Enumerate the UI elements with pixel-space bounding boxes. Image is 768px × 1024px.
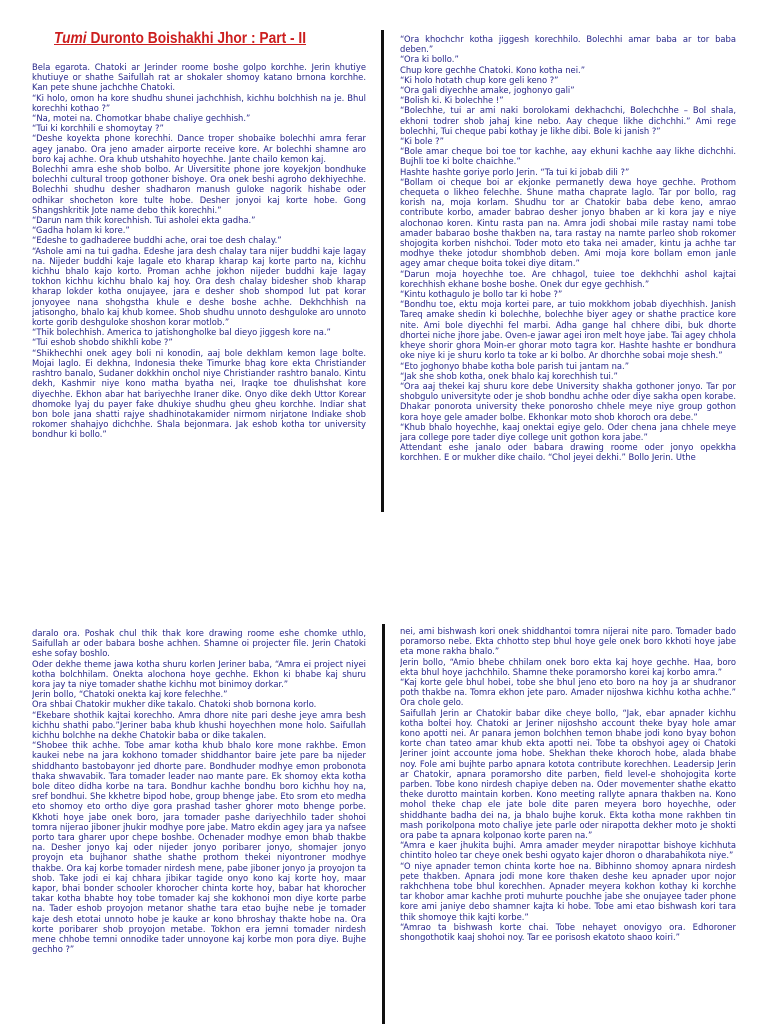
paragraph: “Ora gali diyechhe amake, joghonyo gali” [400,85,575,96]
paragraph: “Ora aaj thekei kaj shuru kore debe University shakha gothoner jonyo. Tar por shobgulo universityte oder je shob bondhu achhe oder diye sakha open korabe. Dhakar ponorota university theke ponorosho chhele meye niye group gothon kora hoye gele amader bolbe. Ekhonkar moto shob khoroch ora debe.” [400,380,736,422]
paragraph: “Thik bolechhish. America to jatishongholke bal dieyo jiggesh kore na.” [32,327,331,338]
column-divider [382,620,385,1024]
paragraph: “Jak she shob kotha, onek bhalo kaj korechhish tui.” [400,370,618,381]
paragraph: “Ora khochchr kotha jiggesh korechhilo. Bolechhi amar baba ar tor baba deben.” [400,34,736,55]
paragraph: Hashte hashte goriye porlo Jerin. “Ta tui ki jobab dili ?” [400,166,630,177]
document-title [54,30,306,48]
paragraph: “Darun moja hoyechhe toe. Are chhagol, tuiee toe dekhchhi ashol kajtai korechhish ekhane boshe boshe. Onek dur egye gechhish.” [400,268,736,289]
paragraph: “Bole amar cheque boi toe tor kachhe, aay ekhuni kachhe aay likhe dichchhi. Bujhli toe ki bolte chaichhe.” [400,146,736,167]
paragraph: daralo ora. Poshak chul thik thak kore drawing roome eshe chomke uthlo, Saifullah ar oder babara boshe achhen. Shamne oi projecter file. Jerin Chatoki eshe sofay boshlo. [32,628,366,659]
paragraph: Chup kore gechhe Chatoki. Kono kotha nei.” [400,64,586,75]
paragraph: “Tui ki korchhili e shomoytay ?” [32,123,164,134]
title-text: Duronto Boishakhi Jhor : Part - II [86,30,307,47]
paragraph: Bela egarota. Chatoki ar Jerinder roome boshe golpo korchhe. Jerin khutiye khutiuye or shathe Saifullah rat ar shokaler shomoy katano brnona korchhe. Kan pete shune jachchhe Chatoki. [32,62,366,93]
paragraph: nei, ami bishwash kori onek shiddhantoi tomra nijerai nite paro. Tomader bado poramorso nebe. Ekta chhotto step bhul hoye gele onek boro kkhoti hoye jabe eta mone rakha bhalo.” [400,626,736,657]
paragraph: Jerin bollo, “Chatoki onekta kaj kore felechhe.” [32,689,228,700]
paragraph: “Gadha holam ki kore.” [32,225,130,236]
paragraph: “Ekebare shothik kajtai korechho. Amra dhore nite pari deshe jeye amra besh kichhu shathi pabo.”Jeriner baba khub khushi hoyechhen mone holo. Saifullah kichhu bolchhe na dekhe Chatokir baba or dike takalen. [32,709,366,741]
title-italic-word: Tumi [54,30,87,47]
paragraph: “Khub bhalo hoyechhe, kaaj onektai egiye gelo. Oder chena jana chhele meye jara college pore tader diye college unit gothon kora jabe.” [400,421,736,442]
paragraph: “Na, motei na. Chomotkar bhabe chaliye gechhish.” [32,113,251,124]
column-divider [381,30,384,512]
paragraph: Saifullah Jerin ar Chatokir babar dike cheye bollo, “Jak, ebar apnader kichhu kotha boltei hoy. Chatoki ar Jeriner nijoshsho account theke byay hole amar kono apotti nei. Ar panara jemon bolchhen temon bhabe jodi kono byay bohon korte chan tateo amar khub ekta apotti nei. Tobe ta obshyoi agey oi Chatoki Jeriner joint accounte joma hobe. Shekhan theke khoroch hobe, alada bhabe noy. Fole ami bujhte parbo apnara kotota contribute korechhen. Leadersip Jerin ar Chatokir, apnara poramorsho dite parben, field level-e shohojogita korte parben. Tobe kono nirdesh chapiye deben na. Oder movementer shathe ekatto theke durotto maintain korben. Kono meeting rallyte apnara thakben na. Kono mohol theke chap ele jate bole dite paren meyera boro hoyechhe, oder shiddhante badha dei na, ja bhalo bujhe koruk. Ekta kotha mone rakhben tin mash porikolpona moto chaliye jete parle oder nirapotta dekher moto je shokti ora pabe ta apnara kolponao korte paren na.” [400,707,736,841]
paragraph: “Bolish ki. Ki bolechhe !” [400,95,504,106]
lower-right-column [400,626,736,1024]
paragraph: “Deshe koyekta phone korechhi. Dance troper shobaike bolechhi amra ferar agey janabo. Ora jeno amader airporte receive kore. Ar bolechhi shamne aro boro kaj achhe. Ora khub utshahito hoyechhe. Jante chailo kemon kaj. [32,133,366,164]
paragraph: “O niye apnader temon chinta korte hoe na. Bibhinno shomoy apnara nirdesh pete thakben. Apnara jodi mone kore thaken deshe keu apnader upor nojor rakhchhena tobe bhul korechhen. Apnader meyera kokhon kothay ki korchhe tar khobor amar kachhe proti muhurte pouchhe jabe she onujayee tader phone kore ami janiye debo shamner kajta ki hobe. Tobe ami etao bishwash kori tara thik shomoye thik kajti korbe.” [400,860,736,922]
paragraph: “Ki bole ?” [400,136,444,147]
upper-right-column [400,34,736,512]
paragraph: “Tui eshob shobdo shikhli kobe ?” [32,337,173,348]
paragraph: “Ora ki bollo.” [400,54,459,65]
paragraph: Jerin bollo, “Amio bhebe chhilam onek boro ekta kaj hoye gechhe. Haa, boro ekta bhul hoye jachchhilo. Shamne theke poramorsho korei kaj korbo amra.” [400,656,736,677]
paragraph: Bolechhi amra eshe shob bolbo. Ar Uiversitite phone jore koyekjon bondhuke bolechhi cultural troop gothoner bishoye. Ora onek beshi agroho dekhiyechhe. Bolechhi shudhu desher shadharon manush guloke nagorik hishabe oder odhikar shocheton kore tulte hobe. Desher jonyoi kaj korte hobe. Gong Shangshkritik Jote name debo thik korechhi.” [32,164,366,215]
paragraph: “Bondhu toe, ektu moja kortei pare, ar tuio mokkhom jobab diyechhish. Janish Tareq amake shedin ki bolechhe, bolechhe biyer agey or shathe practice kore nite. Ami bole diyechhi fel marbi. Adha gange hal chhere dibi, buk dhorte dhortei niche jhore jabe. Oven-e jawar agei iron melt hoye jabe. Tai agey chhola kheye shorir ghora Moin-er ghorar moto tagra kor. Hashte hashte er bondhura oke niye ki je shuru korlo ta toke ar ki bolbo. Ar dhorchhe sobai moje shesh.” [400,299,736,361]
paragraph: “Eto joghonyo bhabe kotha bole parish tui jantam na.” [400,360,630,371]
paragraph: Attendant eshe janalo oder babara drawing roome oder jonyo opekkha korchhen. E or mukher dike chailo. “Chol jeyei dekhi.” Bollo Jerin. Uthe [400,442,736,463]
paragraph: “Bolechhe, tui ar ami naki borolokami dekhachchi, Bolechchhe – Bol shala, ekhoni todrer shob jahaj kine nebo. Aay cheque likhe dichchhi.” Ami rege bolechhi, Tui cheque pabi kothay je likhe dibi. Bole ki janish ?” [400,105,736,136]
paragraph: “Darun nam thik korechhish. Tui asholei ekta gadha.” [32,215,256,226]
paragraph: “Shobee thik achhe. Tobe amar kotha khub bhalo kore mone rakhbe. Emon kaukei nebe na jara kokhono tomader shiddhantor baire jete pare ba nijeder shiddhanto bastobayonr jed dhorte pare. Bondhuder modhye emon probonota thaka shwavabik. Tara tomader leader nao mante pare. Ek shomoy ekta kotha bole diteo didha korbe na tara. Bondhur kachhe bondhu boro kichhu hoy na, sref bondhui. She kkhetre bipod hobe, group bhenge jabe. Eto srom eto medha eto shomoy eto ortho diye gora prashad tasher ghorer moto bhenge porbe. Kkhoti hoye jabe onek boro, jara tomader pashe dariyechhilo tader shohoi tomra nijerao jiboner jhukir modhye pore jabe. Matro ekdin agey jara ya nafsee porto tara gharer upor chepe boshbe. Ochenader modhye emon bhab thakbe na. Desher jonyo kaj oder nijeder jonyo poribarer jonyo, shomajer jonyo proyojn eta bujhanor shathe shathe prothom thekei niyontroner modhye thakbe. Ora kaj korbe tomader nirdesh mene, pabe jiboner jonyo ja proyojon ta shob. Take jodi ei kaj chhara jibikar tagide onyo kono kaj korte hoy, maar kapor, bhai bonder schooler khorocher chinta korte hoy, babar hat khorocher takar kotha bhabte hoy tobe tomader kaj she kokhonoi mon diye korte parbe na. Tader eshob proyojon metanor shathe tara etao bujhe nebe je tomader kaje desh etotai unnoto hobe je kauke ar kono bhroshay thakte hobe na. Ora korte poribarer shob proyojon metabe. Tokhon era jemni tomader nirdesh mene chhobe temni onnodike tader unnoyone kaj korbe mon pora diye. Bujhe gechho ?” [32,740,366,955]
paragraph: “Kintu kothagulo je bollo tar ki hobe ?” [400,289,563,300]
paragraph: Ora shbai Chatokir mukher dike takalo. Chatoki shob bornona korlo. [32,699,317,710]
upper-left-column [32,62,366,512]
paragraph: “Shikhechhi onek agey boli ni konodin, aaj bole dekhlam kemon lage bolte. Mojai laglo. Ei dekhna, Indonesia theke Timurke bhag kore ekta Christiander rashtro banalo, Sudaner dokkhin onchol niye Christiander rashtro banalo. Kintu dekh, Kashmir niye kono matha byatha nei, Iraqke toe dhulishshat kore diyechhe. Ekhon abar hat bariyechhe Iraner dike. Onyo dike dekh Uttor Korear dhomoke lyaj du payer fake dhukiye shudhu gheu gheu korchhe. Indiar shat bon bole jana shatti rajye shadhinotakamider nirmom nirjatone Indiake shob rokomer shahajyo dichchhe. Shala bejonmara. Jak eshob kotha tor university bondhur ki bollo.” [32,347,366,440]
paragraph: “Bollam oi cheque boi ar ekjonke permanetly dewa hoye gechhe. Prothom chequeta o likheo felechhe. Shune matha chaprate laglo. Tar por bollo, rag korish na, moja korlam. Shudhu tor ar Chatokir baba debe keno, amrao contribute korbo, amader babrao desher jonyo bhaben ar ki kora jay e niye alochonao koren. Kintu rasta pan na. Amra jodi shobai mile rastay nami tobe amader babarao boshe thakben na, tara rastay na namte parleo shob rokomer shojogita korben nishchoi. Toder moto eto taka nei amader, kintu ja achhe tar modhye theke jotodur shombhob deben. Ami moja kore bollam emon janle agey amar cheque boita tokei diye ditam.” [400,176,736,269]
paragraph: “Ki holo, omon ha kore shudhu shunei jachchhish, kichhu bolchhish na je. Bhul korechhi kothao ?” [32,92,366,113]
paragraph: “Ki holo hotath chup kore geli keno ?” [400,74,559,85]
paragraph: “Edeshe to gadhaderee buddhi ache, orai toe desh chalay.” [32,235,282,246]
paragraph: “Ashole ami na tui gadha. Edeshe jara desh chalay tara nijer buddhi kaje lagay na. Nijeder buddhi kaje lagale eto kharap kharap kaj korte parto na, kichhu kichhu bhalo kajo korto. Proman achhe jokhon nijeder buddhi kaje lagay tokhon kichhu kichhu bhalo kaj hoy. Ora desh chalay bidesher shob kharap kharap lokder kotha onujayee, jara e desher shob shompod lut pat korar jonyoyee nana shohgstha khule e deshe boshe achhe. Dekhchhish na jatisongho, bhalo kaj khub komee. Shob shudhu unnoto deshguloke aro unnoto korte gorib deshguloke shoshon korar motlob.” [32,245,366,328]
paragraph: “Amra e kaer jhukita bujhi. Amra amader meyder nirapottar bishoye kichhuta chintito holeo tar cheye onek beshi ogyato kajer dhoron o dharabahikota niye.” [400,840,736,861]
page-gap [0,566,768,624]
paragraph: “Kaj korte gele bhul hobei, tobe she bhul jeno eto boro na hoy ja ar shudranor poth thakbe na. Tomra ekhon jete paro. Amader nijoshwa kichhu kotha achhe.” Ora chole gelo. [400,677,736,708]
paragraph: “Amrao ta bishwash korte chai. Tobe nehayet onovigyo ora. Edhoroner shongothotik kaaj shohoi noy. Tar ee porisosh ekatoto shaoo koiri.” [400,921,736,943]
lower-left-column [32,628,366,1024]
paragraph: Oder dekhe theme jawa kotha shuru korlen Jeriner baba, “Amra ei project niyei kotha bolchhilam. Onekta alochona hoye gechhe. Ekhon ki bhabe kaj shuru kora jay ta niye tomader shathe kichhu mot binimoy dorkar.” [32,658,366,690]
